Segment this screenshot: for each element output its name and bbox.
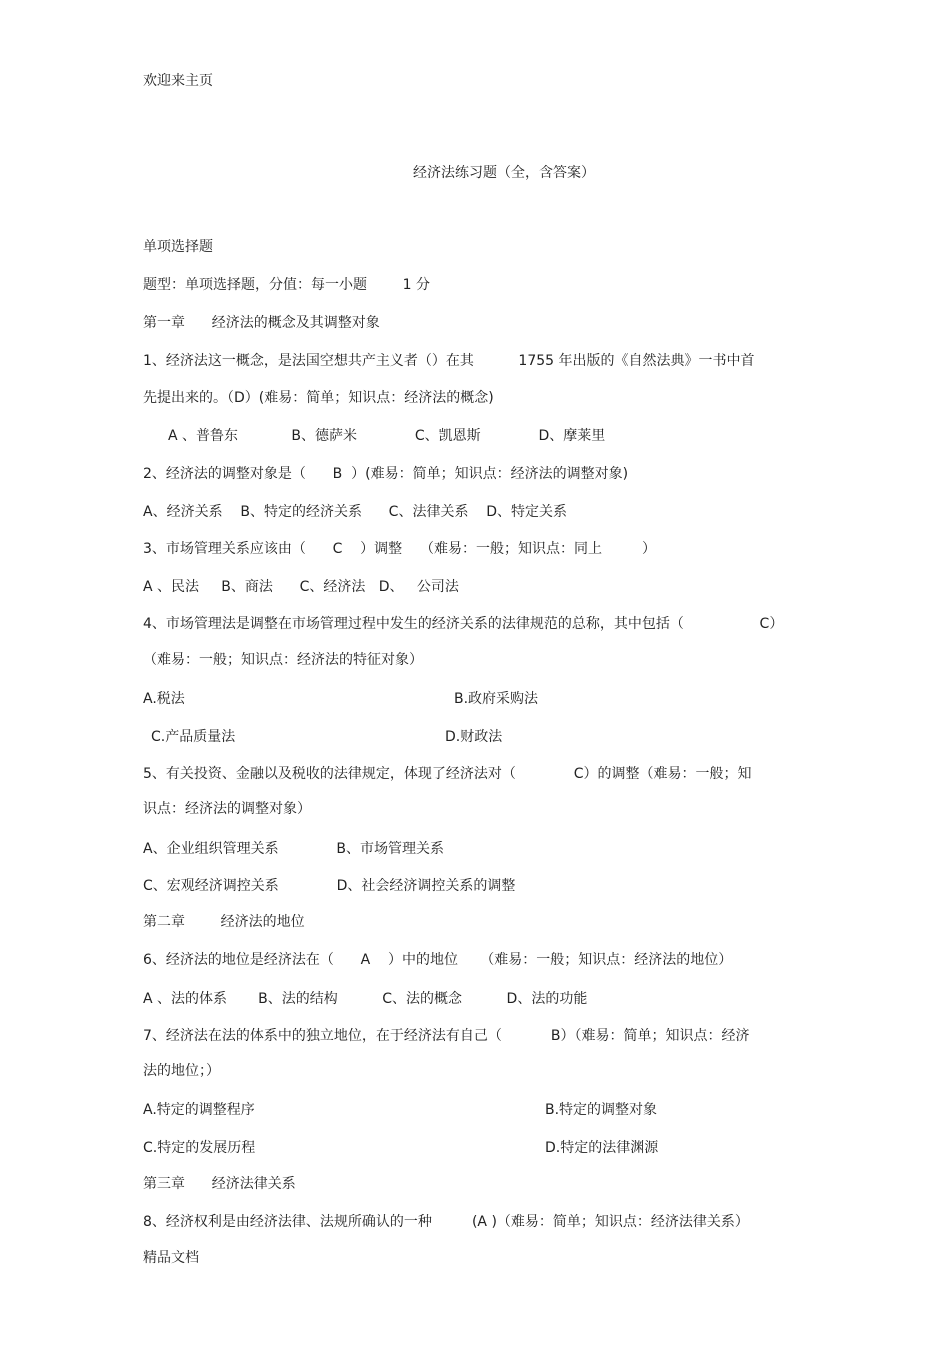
chapter-2-heading: 第二章 经济法的地位 — [143, 914, 305, 930]
question-1-options: A 、普鲁东 B、德萨米 C、凯恩斯 D、摩莱里 — [168, 428, 606, 444]
question-7-option-a: A.特定的调整程序 — [143, 1102, 255, 1118]
question-2: 2、经济法的调整对象是（ B ）(难易：简单；知识点：经济法的调整对象) — [143, 466, 629, 482]
question-3-options: A 、民法 B、商法 C、经济法 D、 公司法 — [143, 579, 459, 595]
question-4-option-a: A.税法 — [143, 691, 185, 707]
question-4-line-2: （难易：一般；知识点：经济法的特征对象） — [143, 652, 423, 668]
question-6: 6、经济法的地位是经济法在（ A ）中的地位 （难易：一般；知识点：经济法的地位） — [143, 952, 733, 968]
question-7-option-d: D.特定的法律渊源 — [545, 1140, 659, 1156]
question-4-option-d: D.财政法 — [445, 729, 503, 745]
question-4-option-b: B.政府采购法 — [454, 691, 539, 707]
chapter-1-heading: 第一章 经济法的概念及其调整对象 — [143, 315, 380, 331]
question-5-line-2: 识点：经济法的调整对象） — [143, 801, 311, 817]
question-2-options: A、经济关系 B、特定的经济关系 C、法律关系 D、特定关系 — [143, 504, 568, 520]
question-5-options-1: A、企业组织管理关系 B、市场管理关系 — [143, 841, 445, 857]
question-1-line-2: 先提出来的。（D）(难易：简单；知识点：经济法的概念) — [143, 390, 494, 406]
question-3: 3、市场管理关系应该由（ C ）调整 （难易：一般；知识点：同上 ） — [143, 541, 657, 557]
question-5-options-2: C、宏观经济调控关系 D、社会经济调控关系的调整 — [143, 878, 516, 894]
question-7-line-1: 7、经济法在法的体系中的独立地位，在于经济法有自己（ B）（难易：简单；知识点：经济 — [143, 1028, 750, 1044]
question-6-options: A 、法的体系 B、法的结构 C、法的概念 D、法的功能 — [143, 991, 588, 1007]
header-text: 欢迎来主页 — [143, 73, 213, 89]
question-7-line-2: 法的地位；） — [143, 1063, 220, 1079]
chapter-3-heading: 第三章 经济法律关系 — [143, 1176, 296, 1192]
question-1-line-1: 1、经济法这一概念，是法国空想共产主义者（）在其 1755 年出版的《自然法典》一书中首 — [143, 353, 755, 369]
question-4-option-c: C.产品质量法 — [151, 729, 236, 745]
footer-text: 精品文档 — [143, 1250, 199, 1266]
question-5-line-1: 5、有关投资、金融以及税收的法律规定，体现了经济法对（ C）的调整（难易：一般；知 — [143, 766, 752, 782]
question-7-option-c: C.特定的发展历程 — [143, 1140, 256, 1156]
question-type-line: 题型：单项选择题，分值：每一小题 1 分 — [143, 277, 430, 293]
question-7-option-b: B.特定的调整对象 — [545, 1102, 658, 1118]
section-heading: 单项选择题 — [143, 239, 213, 255]
document-title: 经济法练习题（全，含答案） — [413, 165, 595, 181]
question-4-line-1: 4、市场管理法是调整在市场管理过程中发生的经济关系的法律规范的总称，其中包括（ C） — [143, 616, 784, 632]
question-8: 8、经济权利是由经济法律、法规所确认的一种 (A )（难易：简单；知识点：经济法律关系） — [143, 1214, 749, 1230]
